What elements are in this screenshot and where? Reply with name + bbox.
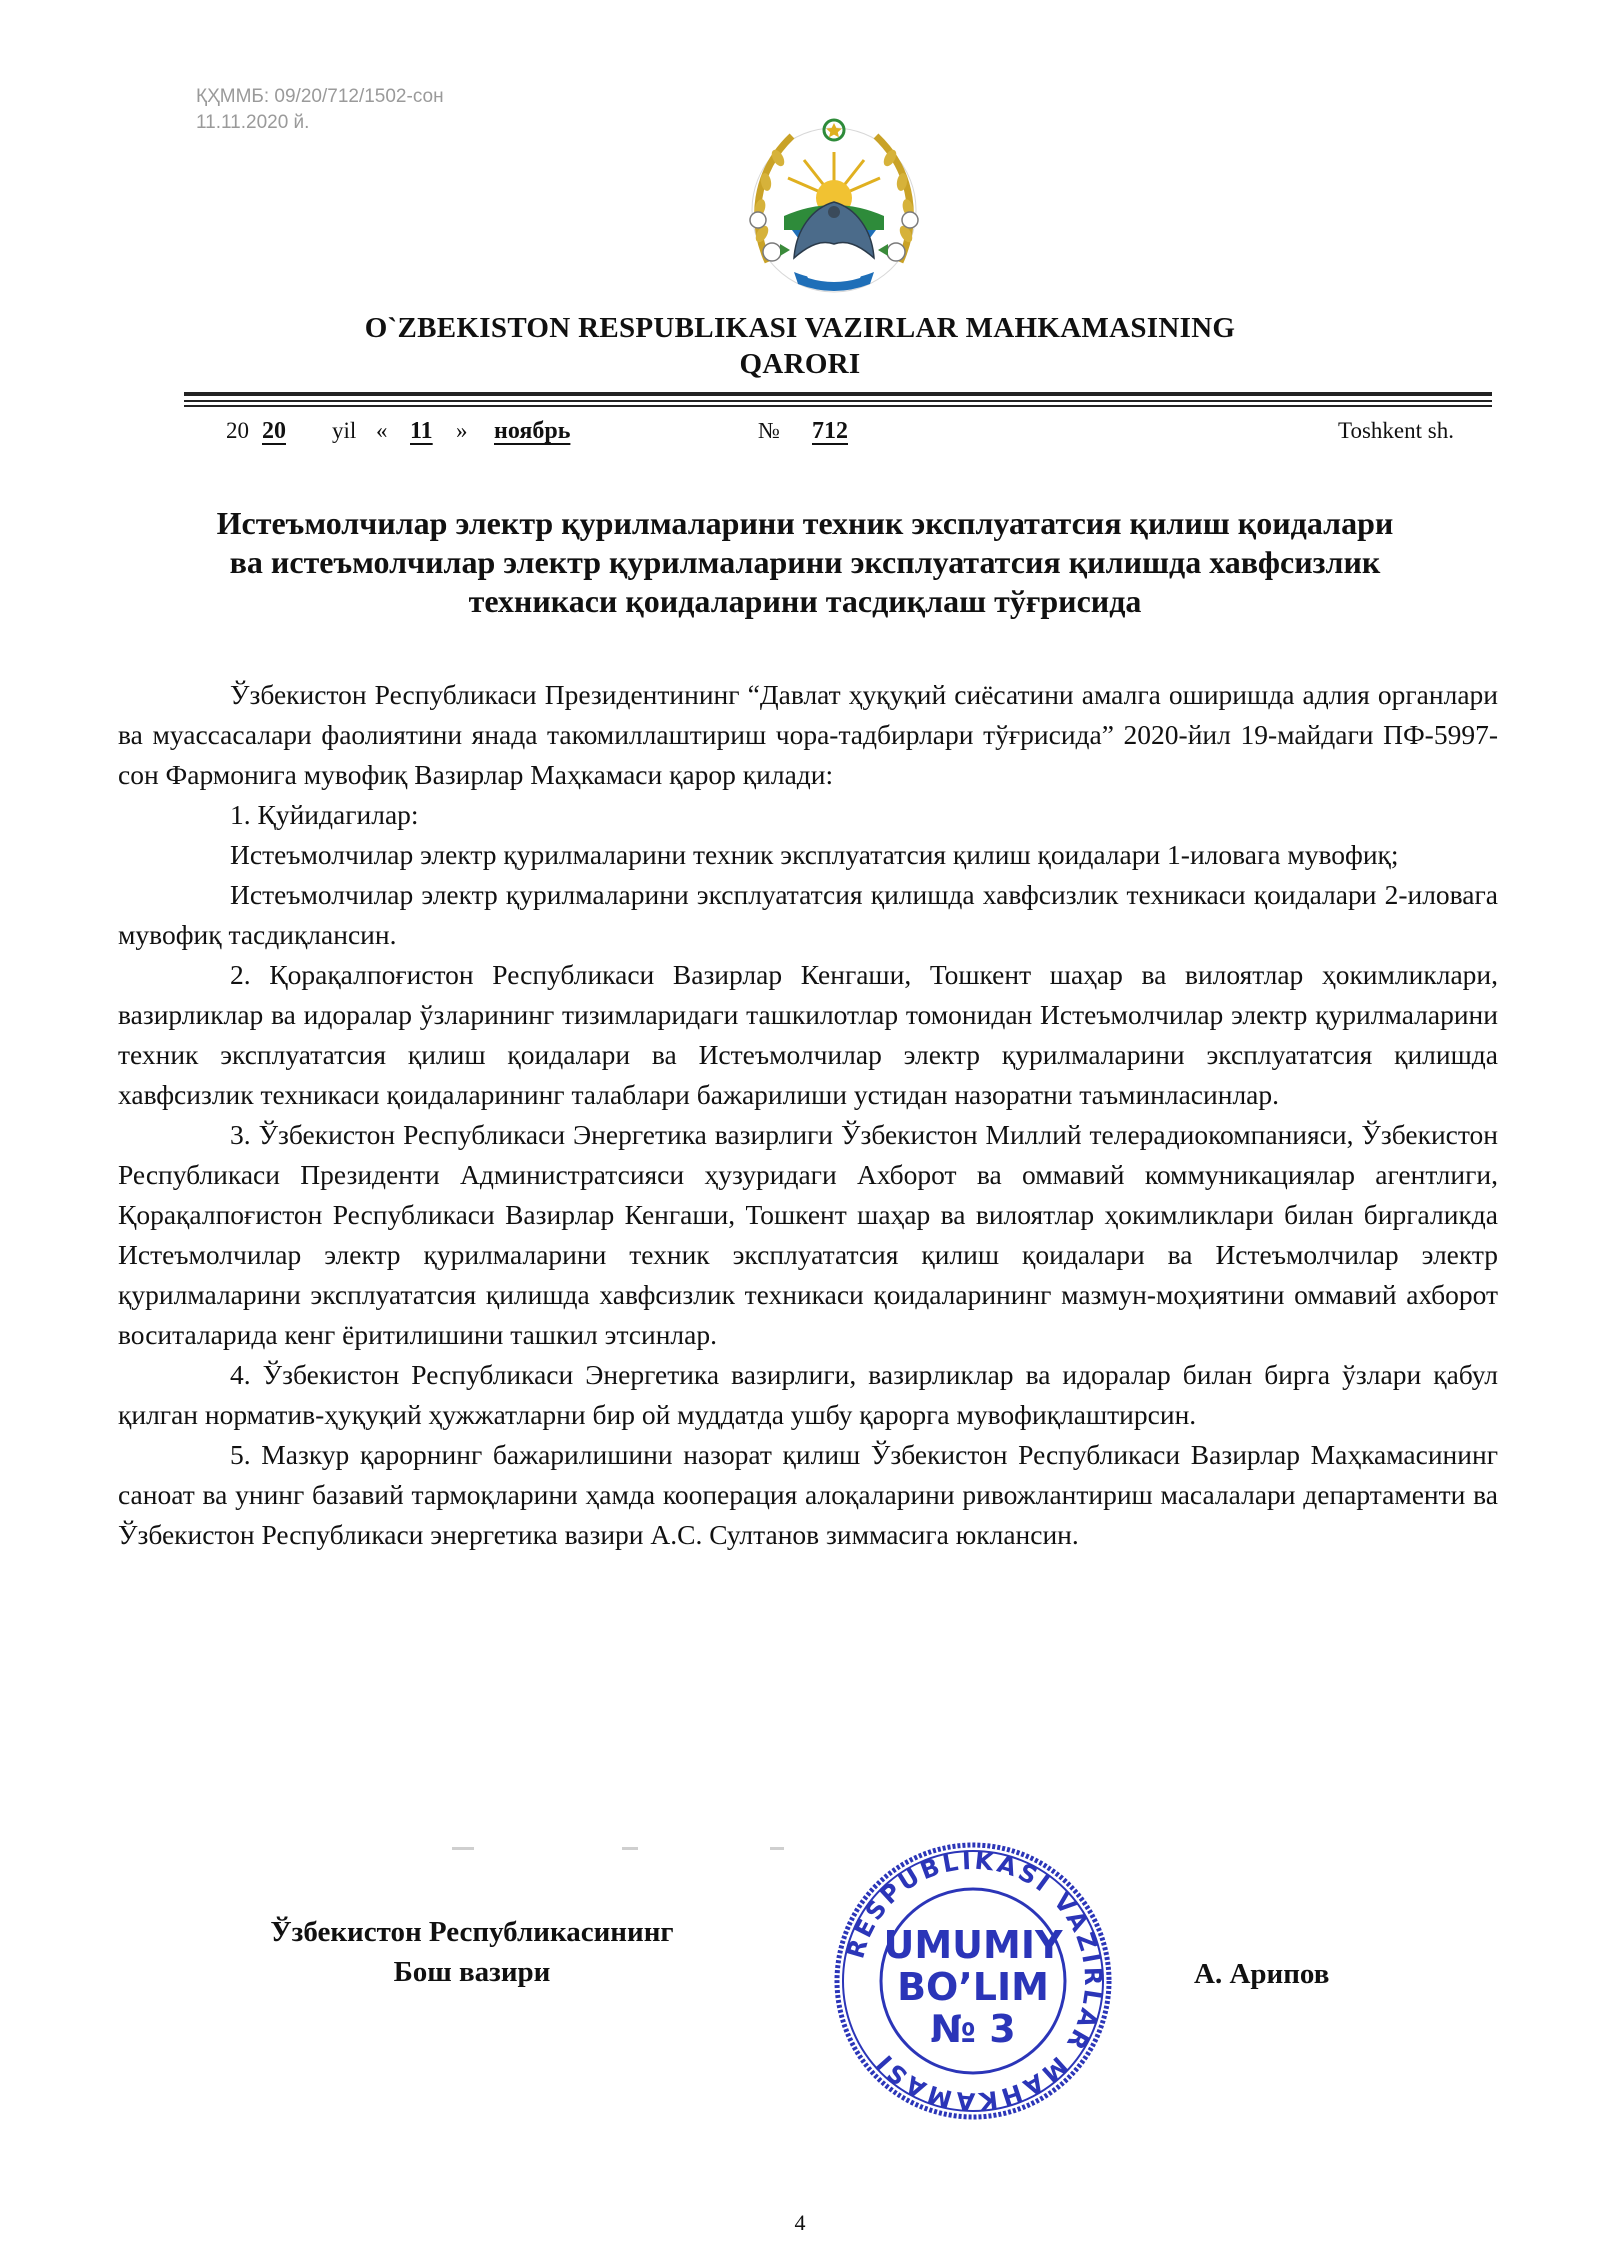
year-label: yil [332,418,357,443]
stamp-line-2: BO’LIM [897,1965,1049,2009]
document-title-line: техникаси қоидаларини тасдиқлаш тўғрисида [468,583,1142,619]
signatory-name: А. Арипов [1194,1958,1330,1990]
document-number: 712 [812,418,848,444]
document-title [120,504,1490,621]
document-title-line: ва истеъмолчилар электр қурилмаларини эксплуататсия қилишда хавфсизлик [229,544,1381,580]
clause-1-heading: 1. Қуйидагилар: [230,799,419,830]
stamp-line-1: UMUMIY [883,1923,1063,1967]
issuer-title: O`ZBEKISTON RESPUBLIKASI VAZIRLAR MAHKAMASINING [364,312,1236,344]
header-rule [184,400,1492,402]
scan-mark [622,1847,638,1850]
day-value: 11 [410,418,433,444]
document-type: QARORI [739,348,861,380]
scan-mark [452,1847,474,1850]
clause-4-paragraph: 4. Ўзбекистон Республикаси Энергетика вазирлиги, вазирликлар ва идоралар билан бирга ўзлари қабул қилган норматив-ҳуқуқий ҳужжатларни бир ой муддатда ушбу қарорга мувофиқлаштирсин. [118,1359,1498,1430]
document-body [118,675,1498,1555]
header-rule [184,392,1492,396]
registration-stamp [196,84,444,136]
preamble-paragraph: Ўзбекистон Республикаси Президентининг “Давлат ҳуқуқий сиёсатини амалга оширишда адлия органлари ва муассасалари фаолиятини янада такомиллаштириш чора-тадбирлари тўғрисида” 2020-йил 19-майдаги ПФ-5997-сон Фармонига мувофиқ Вазирлар Маҳкамаси қарор қилади: [118,679,1498,790]
registration-date: 11.11.2020 й. [196,112,310,133]
clause-5-paragraph: 5. Мазкур қарорнинг бажарилишини назорат қилиш Ўзбекистон Республикаси Вазирлар Маҳкамасининг саноат ва унинг базавий тармоқларини ҳамда кооперация алоқаларини ривожлантириш масалалари департаменти ва Ўзбекистон Республикаси энергетика вазири А.С. Султанов зиммасига юклансин. [118,1439,1498,1550]
clause-1-item-2: Истеъмолчилар электр қурилмаларини эксплуататсия қилишда хавфсизлик техникаси қоидалари 2-иловага мувофиқ тасдиқлансин. [118,879,1498,950]
stamp-ring-text: RESPUBLIKASI VAZIRLAR MAHKAMASI [841,1846,1108,2116]
official-seal-stamp [832,1840,1114,2122]
state-emblem-icon [732,112,936,304]
page-number: 4 [794,2210,806,2235]
clause-3-paragraph: 3. Ўзбекистон Республикаси Энергетика вазирлиги Ўзбекистон Миллий телерадиокомпанияси, Ўзбекистон Республикаси Президенти Администратсияси ҳузуридаги Ахборот ва оммавий коммуникациялар агентлиги, Қорақалпоғистон Республикаси Вазирлар Кенгаши, Тошкент шаҳар ва вилоятлар ҳокимликлари билан биргаликда Истеъмолчилар электр қурилмаларини техник эксплуататсия қилиш қоидалари ва Истеъмолчилар электр қурилмаларини эксплуататсия қилишда хавфсизлик техникаси қоидаларининг мазмун-моҳиятини оммавий ахборот воситаларида кенг ёритилишини ташкил этсинлар. [118,1119,1498,1350]
year-value: 20 [262,418,286,444]
year-prefix: 20 [226,418,249,443]
month-value: ноябрь [494,418,571,444]
header-rule [184,405,1492,407]
registration-number: ҚҲММБ: 09/20/712/1502-сон [196,86,444,107]
number-label: № [758,418,780,443]
quote-open: « [376,418,388,443]
clause-1-item-1: Истеъмолчилар электр қурилмаларини техник эксплуататсия қилиш қоидалари 1-иловага мувофиқ; [230,839,1399,870]
quote-close: » [456,418,468,443]
signatory-position: Ўзбекистон Республикасининг Бош вазири [270,1916,674,1988]
scan-mark [770,1847,784,1850]
date-number-line [0,418,1600,458]
clause-2-paragraph: 2. Қорақалпоғистон Республикаси Вазирлар Кенгаши, Тошкент шаҳар ва вилоятлар ҳокимликлари, вазирликлар ва идоралар ўзларининг тизимларидаги ташкилотлар томонидан Истеъмолчилар электр қурилмаларини техник эксплуататсия қилиш қоидалари ва Истеъмолчилар электр қурилмаларини эксплуататсия қилишда хавфсизлик техникаси қоидаларининг талаблари бажарилиши устидан назоратни таъминласинлар. [118,959,1498,1110]
document-title-line: Истеъмолчилар электр қурилмаларини техник эксплуататсия қилиш қоидалари [216,505,1394,541]
place: Toshkent sh. [1338,418,1454,443]
stamp-line-3: № 3 [930,2007,1016,2051]
